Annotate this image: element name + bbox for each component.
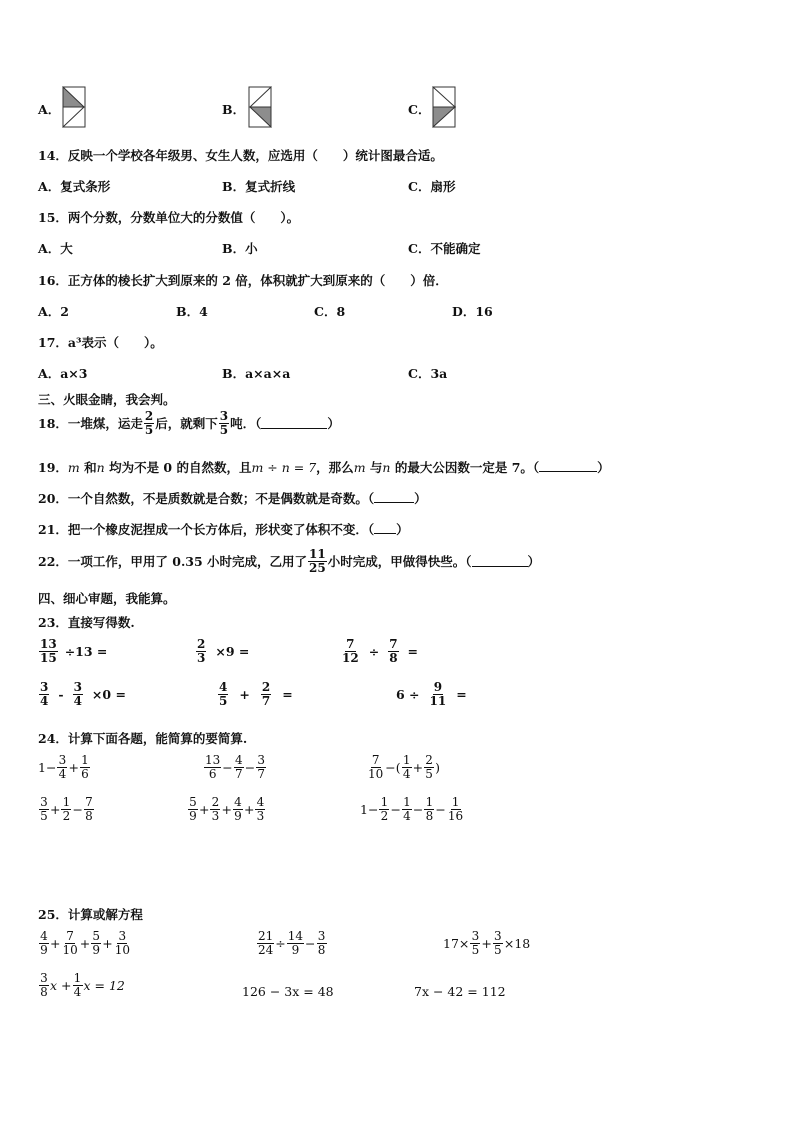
q16-option-a[interactable]: A．2: [38, 304, 69, 319]
answer-blank[interactable]: [539, 460, 597, 472]
q24-expression-6: 1− $\frac{1}{2}$ − $\frac{1}{4}$ − $\frac{1}{8}$ − $\frac{1}{16}$: [360, 795, 464, 823]
triangle-figure-c: [432, 86, 456, 128]
fraction: $\frac{7}{10}$: [368, 753, 384, 781]
fraction: $\frac{3}{4}$: [58, 753, 67, 781]
option-label: B．: [222, 102, 246, 117]
fraction: $\frac{2}{3}$: [197, 637, 206, 665]
fraction: $\frac{5}{9}$: [189, 795, 197, 823]
fraction: $\frac{3}{7}$: [257, 753, 266, 781]
fraction: $\frac{4}{3}$: [256, 795, 265, 823]
q23-expression-5: $\frac{4}{5}$ + $\frac{2}{7}$ =: [219, 680, 293, 708]
q25-equation-2: 126 − 3x = 48: [242, 984, 334, 999]
fraction: $\frac{3}{5}$: [40, 795, 48, 823]
fraction: $\frac{4}{7}$: [234, 753, 243, 781]
fraction: $\frac{3}{4}$: [40, 680, 49, 708]
question-23: 23．直接写得数.: [38, 615, 135, 630]
fraction: $\frac{5}{9}$: [92, 929, 101, 957]
q24-expression-3: $\frac{7}{10}$ −( $\frac{1}{4}$ + $\frac{2}{5}$ ): [368, 753, 441, 781]
q15-option-b[interactable]: B．小: [222, 241, 258, 256]
section-4-heading: 四、细心审题，我能算。: [38, 591, 176, 606]
fraction: $\frac{21}{24}$: [258, 929, 274, 957]
fraction: $\frac{1}{4}$: [403, 795, 411, 823]
fraction: $\frac{4}{9}$: [40, 929, 48, 957]
question-19: 19．m 和n 均为不是 0 的自然数，且m ÷ n = 7，那么m 与n 的最大公因数一定是 7。（ ）: [38, 460, 610, 475]
fraction: $\frac{7}{8}$: [85, 795, 93, 823]
q23-expression-3: $\frac{7}{12}$ ÷ $\frac{7}{8}$ =: [342, 637, 419, 665]
fraction: $\frac{2}{7}$: [261, 680, 271, 708]
fraction: $\frac{2}{5}$: [144, 409, 154, 437]
fraction: $\frac{4}{9}$: [234, 795, 242, 823]
fraction: $\frac{7}{10}$: [62, 929, 78, 957]
fraction: $\frac{1}{2}$: [380, 795, 389, 823]
fraction: $\frac{1}{8}$: [425, 795, 434, 823]
fraction: $\frac{4}{5}$: [219, 680, 228, 708]
question-24: 24．计算下面各题，能简算的要简算.: [38, 731, 248, 746]
answer-blank[interactable]: [374, 522, 396, 534]
fraction: $\frac{2}{5}$: [425, 753, 433, 781]
q13-option-b[interactable]: [222, 100, 245, 118]
q25-expression-1: $\frac{4}{9}$ + $\frac{7}{10}$ + $\frac{5}{9}$ + $\frac{3}{10}$: [40, 929, 131, 957]
answer-blank[interactable]: [472, 555, 528, 567]
fraction: $\frac{3}{8}$: [40, 971, 48, 999]
triangle-figure-a: [62, 86, 86, 128]
q13-option-c[interactable]: [408, 100, 430, 118]
question-15: 15．两个分数，分数单位大的分数值（ ）。: [38, 210, 300, 225]
q24-expression-2: $\frac{13}{6}$ − $\frac{4}{7}$ − $\frac{3}{7}$: [205, 753, 266, 781]
answer-blank[interactable]: [261, 417, 327, 429]
q24-expression-5: $\frac{5}{9}$ + $\frac{2}{3}$ + $\frac{4}{9}$ + $\frac{4}{3}$: [189, 795, 265, 823]
q25-equation-3: 7x − 42 = 112: [414, 984, 506, 999]
fraction: $\frac{1}{2}$: [62, 795, 71, 823]
q16-option-b[interactable]: B．4: [176, 304, 208, 319]
fraction: $\frac{1}{6}$: [81, 753, 89, 781]
q23-expression-4: $\frac{3}{4}$ - $\frac{3}{4}$ ×0 =: [40, 680, 126, 708]
fraction: $\frac{1}{4}$: [402, 753, 411, 781]
option-label: A．: [38, 102, 61, 117]
q16-option-d[interactable]: D．16: [452, 304, 493, 319]
q14-option-a[interactable]: A．复式条形: [38, 179, 111, 194]
question-18: 18．一堆煤，运走 $\frac{2}{5}$ 后，就剩下 $\frac{3}{5}$ 吨．（ ）: [38, 409, 340, 437]
q13-option-a[interactable]: [38, 100, 60, 118]
q14-option-c[interactable]: C．扇形: [408, 179, 456, 194]
q15-option-c[interactable]: C．不能确定: [408, 241, 481, 256]
section-3-heading: 三、火眼金睛，我会判。: [38, 392, 176, 407]
q23-expression-2: $\frac{2}{3}$ ×9 =: [197, 637, 250, 665]
fraction: $\frac{3}{5}$: [219, 409, 229, 437]
fraction: $\frac{3}{5}$: [494, 929, 502, 957]
question-17: 17．a³表示（ ）。: [38, 335, 163, 350]
question-21: 21．把一个橡皮泥捏成一个长方体后，形状变了体积不变．（ ）: [38, 522, 409, 537]
question-20: 20．一个自然数，不是质数就是合数；不是偶数就是奇数。（ ）: [38, 491, 427, 506]
question-22: 22．一项工作，甲用了 0.35 小时完成，乙用了 $\frac{11}{25}$ 小时完成，甲做得快些。（ ）: [38, 547, 541, 575]
q25-expression-3: 17× $\frac{3}{5}$ + $\frac{3}{5}$ ×18: [443, 929, 531, 957]
fraction: $\frac{7}{8}$: [389, 637, 398, 665]
fraction: $\frac{9}{11}$: [429, 680, 447, 708]
q17-option-c[interactable]: C．3a: [408, 366, 448, 381]
fraction: $\frac{3}{4}$: [73, 680, 82, 708]
fraction: $\frac{13}{6}$: [205, 753, 221, 781]
fraction: $\frac{3}{5}$: [471, 929, 480, 957]
fraction: $\frac{2}{3}$: [211, 795, 220, 823]
fraction: $\frac{3}{8}$: [317, 929, 326, 957]
question-16: 16．正方体的棱长扩大到原来的 2 倍，体积就扩大到原来的（ ）倍．: [38, 273, 448, 288]
q17-option-b[interactable]: B．a×a×a: [222, 366, 291, 381]
question-14: 14．反映一个学校各年级男、女生人数，应选用（ ）统计图最合适。: [38, 148, 443, 163]
q16-option-c[interactable]: C．8: [314, 304, 346, 319]
fraction: $\frac{11}{25}$: [309, 547, 326, 575]
q23-expression-1: $\frac{13}{15}$ ÷13 =: [40, 637, 108, 665]
q23-expression-6: 6 ÷ $\frac{9}{11}$ =: [396, 680, 467, 708]
q24-expression-4: $\frac{3}{5}$ + $\frac{1}{2}$ − $\frac{7}{8}$: [40, 795, 93, 823]
fraction: $\frac{1}{16}$: [447, 795, 464, 823]
fraction: $\frac{14}{9}$: [287, 929, 304, 957]
q25-equation-1: $\frac{3}{8}$ x + $\frac{1}{4}$ x = 12: [40, 971, 125, 999]
q25-expression-2: $\frac{21}{24}$ ÷ $\frac{14}{9}$ − $\frac{3}{8}$: [258, 929, 326, 957]
answer-blank[interactable]: [374, 491, 414, 503]
q24-expression-1: 1− $\frac{3}{4}$ + $\frac{1}{6}$: [38, 753, 89, 781]
option-label: C．: [408, 102, 431, 117]
q17-option-a[interactable]: A．a×3: [38, 366, 88, 381]
question-25: 25．计算或解方程: [38, 907, 143, 922]
q14-option-b[interactable]: B．复式折线: [222, 179, 296, 194]
fraction: $\frac{7}{12}$: [342, 637, 359, 665]
fraction: $\frac{13}{15}$: [40, 637, 57, 665]
fraction: $\frac{1}{4}$: [73, 971, 82, 999]
q15-option-a[interactable]: A．大: [38, 241, 73, 256]
fraction: $\frac{3}{10}$: [114, 929, 131, 957]
triangle-figure-b: [248, 86, 272, 128]
